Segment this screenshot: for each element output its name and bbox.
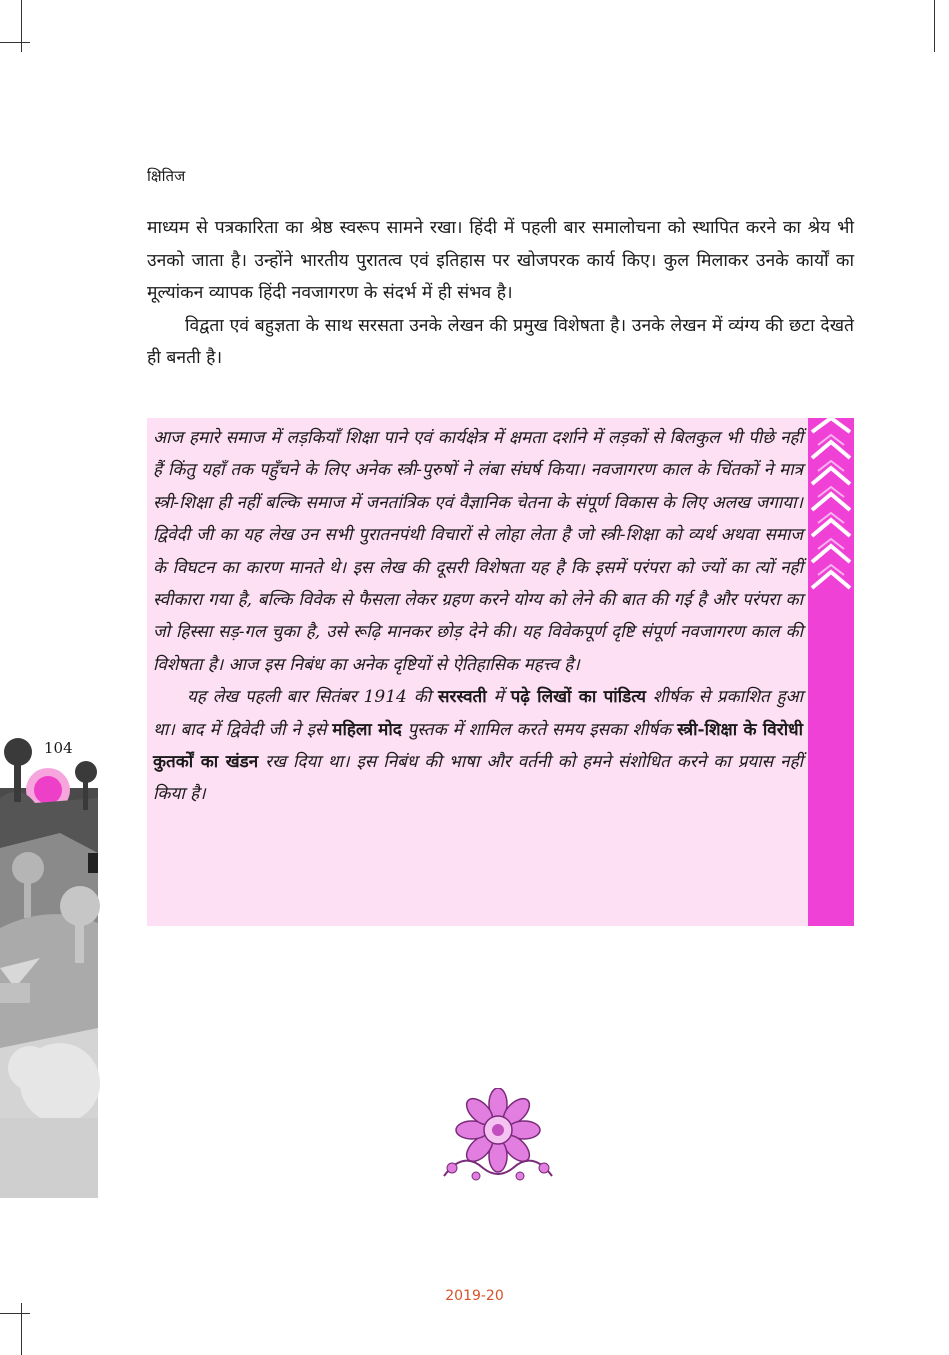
crop-mark-top-right-v [934,0,935,52]
chevron-pattern-icon [808,418,854,593]
magazine-name: सरस्वती [438,687,487,708]
book-name: महिला मोद [332,719,402,740]
box-paragraph-2: यह लेख पहली बार सितंबर 1914 की सरस्वती में पढ़े लिखों का पांडित्य शीर्षक से प्रकाशित हुआ था। बाद में द्विवेदी जी ने इसे महिला मोद पुस्तक में शामिल करते समय इसका शीर्षक स्त्री-शिक्षा के विरोधी कुतर्कों का खंडन रख दिया था। इस निबंध की भाषा और वर्तनी को हमने संशोधित करने का प्रयास नहीं किया है। [153,687,804,805]
flower-ornament [438,1088,558,1188]
running-head: क्षितिज [147,167,186,185]
original-title: पढ़े लिखों का पांडित्य [510,687,646,708]
landscape-illustration [0,728,100,1198]
crop-mark-top-left-h [0,42,30,43]
crop-mark-bottom-left-v [21,1303,22,1355]
body-paragraph-1: माध्यम से पत्रकारिता का श्रेष्ठ स्वरूप सामने रखा। हिंदी में पहली बार समालोचना को स्थापित करने का श्रेय भी उनको जाता है। उन्होंने भारतीय पुरातत्व एवं इतिहास पर खोजपरक कार्य किए। कुल मिलाकर उनके कार्यों का मूल्यांकन व्यापक हिंदी नवजागरण के संदर्भ में ही संभव है। [147,218,854,304]
box-paragraph-1: आज हमारे समाज में लड़कियाँ शिक्षा पाने एवं कार्यक्षेत्र में क्षमता दर्शाने में लड़कों से बिलकुल भी पीछे नहीं हैं किंतु यहाँ तक पहुँचने के लिए अनेक स्त्री-पुरुषों ने लंबा संघर्ष किया। नवजागरण काल के चिंतकों ने मात्र स्त्री-शिक्षा ही नहीं बल्कि समाज में जनतांत्रिक एवं वैज्ञानिक चेतना के संपूर्ण विकास के लिए अलख जगाया। द्विवेदी जी का यह लेख उन सभी पुरातनपंथी विचारों से लोहा लेता है जो स्त्री-शिक्षा को व्यर्थ अथवा समाज के विघटन का कारण मानते थे। इस लेख की दूसरी विशेषता यह है कि इसमें परंपरा को ज्यों का त्यों नहीं स्वीकारा गया है, बल्कि विवेक से फैसला लेकर ग्रहण करने योग्य को लेने की बात की गई है और परंपरा का जो हिस्सा सड़-गल चुका है, उसे रूढ़ि मानकर छोड़ देने की। यह विवेकपूर्ण दृष्टि संपूर्ण नवजागरण काल की विशेषता है। आज इस निबंध का अनेक दृष्टियों से ऐतिहासिक महत्त्व है। [153,428,803,675]
page-number: 104 [44,739,73,757]
body-paragraph-2: विद्वता एवं बहुज्ञता के साथ सरसता उनके लेखन की प्रमुख विशेषता है। उनके लेखन में व्यंग्य की छटा देखते ही बनती है। [147,315,854,369]
new-title: स्त्री-शिक्षा के विरोधी कुतर्कों का खंडन [153,719,803,773]
info-box-text [153,422,803,811]
crop-mark-top-left-v [21,0,22,52]
footer-year: 2019-20 [445,1288,504,1304]
info-box-strip [808,418,854,926]
body-text [147,212,854,375]
crop-mark-bottom-left-h [0,1313,30,1314]
